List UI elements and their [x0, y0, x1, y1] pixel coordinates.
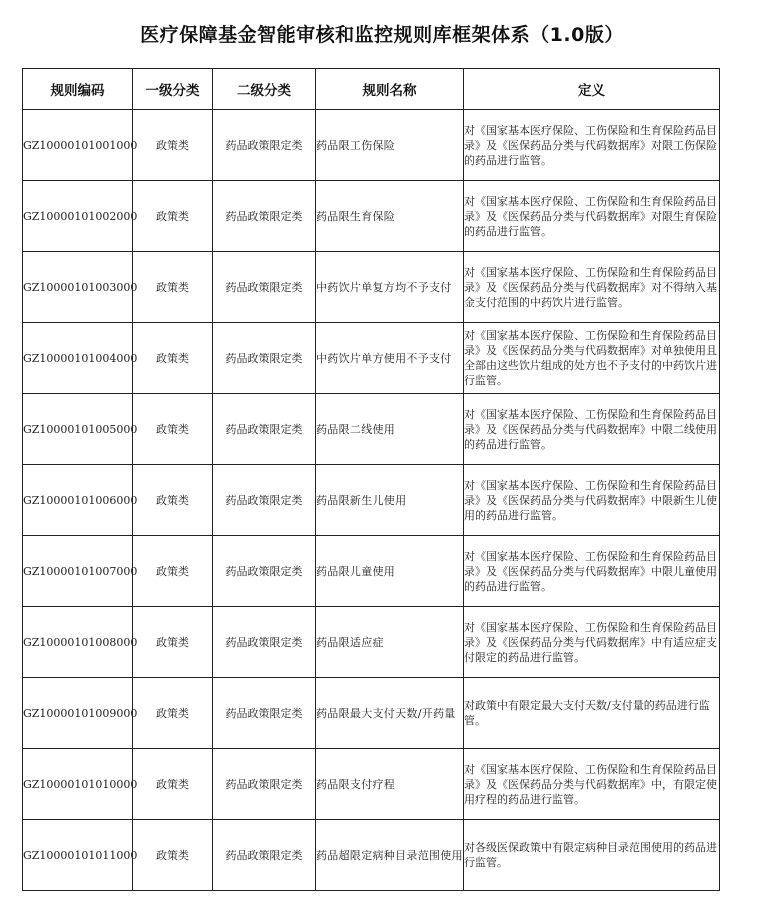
level1-category-cell: 政策类	[133, 110, 213, 181]
level2-category-cell: 药品政策限定类	[213, 678, 316, 749]
rule-name-cell: 药品限适应症	[316, 607, 464, 678]
table-row	[23, 110, 720, 181]
rule-code-cell: GZ10000101006000	[23, 465, 133, 536]
rule-code-cell: GZ10000101003000	[23, 252, 133, 323]
rule-code-cell: GZ10000101010000	[23, 749, 133, 820]
rule-code-cell: GZ10000101005000	[23, 394, 133, 465]
rule-name-cell: 药品限儿童使用	[316, 536, 464, 607]
level2-category-cell: 药品政策限定类	[213, 465, 316, 536]
level1-category-cell: 政策类	[133, 465, 213, 536]
definition-cell: 对《国家基本医疗保险、工伤保险和生育保险药品目录》及《医保药品分类与代码数据库》对限生育保险的药品进行监管。	[464, 181, 720, 252]
rule-name-cell: 药品超限定病种目录范围使用	[316, 820, 464, 891]
rule-code-cell: GZ10000101007000	[23, 536, 133, 607]
level1-category-cell: 政策类	[133, 252, 213, 323]
table-body	[23, 110, 720, 891]
level2-category-cell: 药品政策限定类	[213, 536, 316, 607]
rule-name-cell: 药品限新生儿使用	[316, 465, 464, 536]
table-row	[23, 607, 720, 678]
level2-category-cell: 药品政策限定类	[213, 323, 316, 394]
rule-name-cell: 中药饮片单方使用不予支付	[316, 323, 464, 394]
rule-name-cell: 药品限二线使用	[316, 394, 464, 465]
definition-cell: 对政策中有限定最大支付天数/支付量的药品进行监管。	[464, 678, 720, 749]
table-row	[23, 181, 720, 252]
header-row	[23, 69, 720, 110]
table-row	[23, 678, 720, 749]
definition-cell: 对《国家基本医疗保险、工伤保险和生育保险药品目录》及《医保药品分类与代码数据库》中限儿童使用的药品进行监管。	[464, 536, 720, 607]
definition-cell: 对《国家基本医疗保险、工伤保险和生育保险药品目录》及《医保药品分类与代码数据库》中，有限定使用疗程的药品进行监管。	[464, 749, 720, 820]
rule-code-cell: GZ10000101008000	[23, 607, 133, 678]
rule-name-cell: 药品限生育保险	[316, 181, 464, 252]
table-row	[23, 749, 720, 820]
rule-name-cell: 药品限工伤保险	[316, 110, 464, 181]
level2-category-cell: 药品政策限定类	[213, 252, 316, 323]
level2-category-cell: 药品政策限定类	[213, 749, 316, 820]
level1-category-cell: 政策类	[133, 820, 213, 891]
table-row	[23, 820, 720, 891]
page-title: 医疗保障基金智能审核和监控规则库框架体系（1.0版）	[140, 24, 624, 46]
rule-code-cell: GZ10000101011000	[23, 820, 133, 891]
definition-cell: 对《国家基本医疗保险、工伤保险和生育保险药品目录》及《医保药品分类与代码数据库》对不得纳入基金支付范围的中药饮片进行监管。	[464, 252, 720, 323]
rule-code-cell: GZ10000101002000	[23, 181, 133, 252]
table-row	[23, 394, 720, 465]
level2-category-cell: 药品政策限定类	[213, 181, 316, 252]
level1-category-cell: 政策类	[133, 323, 213, 394]
table-header	[23, 69, 720, 110]
rule-code-cell: GZ10000101001000	[23, 110, 133, 181]
level2-category-cell: 药品政策限定类	[213, 820, 316, 891]
level1-category-cell: 政策类	[133, 536, 213, 607]
header-rule-name: 规则名称	[316, 69, 464, 110]
level1-category-cell: 政策类	[133, 749, 213, 820]
definition-cell: 对《国家基本医疗保险、工伤保险和生育保险药品目录》及《医保药品分类与代码数据库》对限工伤保险的药品进行监管。	[464, 110, 720, 181]
definition-cell: 对《国家基本医疗保险、工伤保险和生育保险药品目录》及《医保药品分类与代码数据库》对单独使用且全部由这些饮片组成的处方也不予支付的中药饮片进行监管。	[464, 323, 720, 394]
definition-cell: 对《国家基本医疗保险、工伤保险和生育保险药品目录》及《医保药品分类与代码数据库》中限二线使用的药品进行监管。	[464, 394, 720, 465]
rule-code-cell: GZ10000101009000	[23, 678, 133, 749]
table-row	[23, 252, 720, 323]
level2-category-cell: 药品政策限定类	[213, 394, 316, 465]
definition-cell: 对《国家基本医疗保险、工伤保险和生育保险药品目录》及《医保药品分类与代码数据库》中限新生儿使用的药品进行监管。	[464, 465, 720, 536]
rule-name-cell: 中药饮片单复方均不予支付	[316, 252, 464, 323]
table-row	[23, 465, 720, 536]
header-rule-code: 规则编码	[23, 69, 133, 110]
rule-code-cell: GZ10000101004000	[23, 323, 133, 394]
level1-category-cell: 政策类	[133, 181, 213, 252]
level1-category-cell: 政策类	[133, 607, 213, 678]
header-level2-category: 二级分类	[213, 69, 316, 110]
table-row	[23, 323, 720, 394]
rules-table	[22, 68, 720, 891]
definition-cell: 对各级医保政策中有限定病种目录范围使用的药品进行监管。	[464, 820, 720, 891]
definition-cell: 对《国家基本医疗保险、工伤保险和生育保险药品目录》及《医保药品分类与代码数据库》中有适应症支付限定的药品进行监管。	[464, 607, 720, 678]
header-definition: 定义	[464, 69, 720, 110]
level2-category-cell: 药品政策限定类	[213, 110, 316, 181]
rule-name-cell: 药品限最大支付天数/开药量	[316, 678, 464, 749]
table-row	[23, 536, 720, 607]
header-level1-category: 一级分类	[133, 69, 213, 110]
level1-category-cell: 政策类	[133, 678, 213, 749]
level1-category-cell: 政策类	[133, 394, 213, 465]
rule-name-cell: 药品限支付疗程	[316, 749, 464, 820]
level2-category-cell: 药品政策限定类	[213, 607, 316, 678]
